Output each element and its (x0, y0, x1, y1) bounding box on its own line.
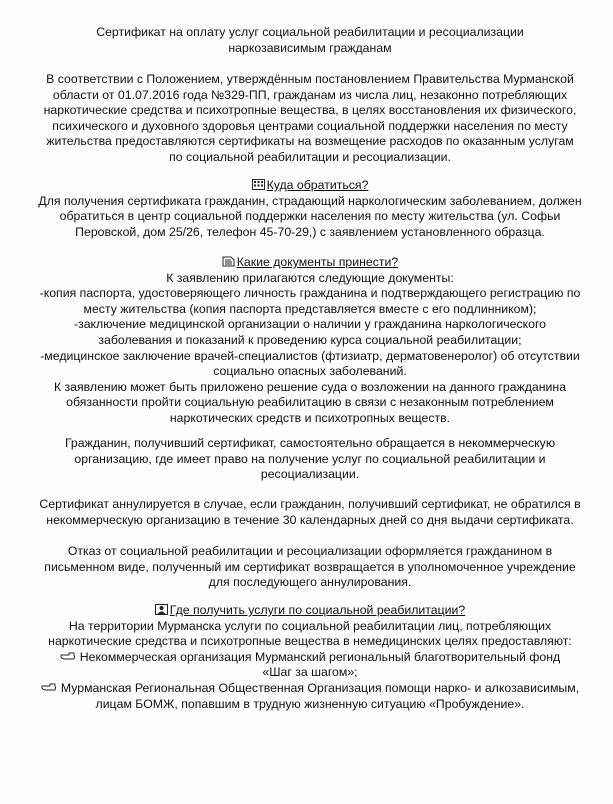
org2-text: Мурманская Региональная Общественная Организация помощи нарко- и алкозависимым, (60, 680, 580, 695)
docs-line: -медицинское заключение врачей-специалистов (фтизиатр, дерматовенеролог) об отсутствии (40, 348, 580, 363)
where-line: Перовской, дом 25/26, телефон 45-70-29,) с заявлением установленного образца. (75, 224, 545, 239)
where-heading (30, 178, 590, 194)
docs-line: К заявлению может быть приложено решение суда о возложении на данного гражданина (53, 379, 567, 394)
org1-line: «Шаг за шагом»; (262, 665, 358, 680)
documents-section (30, 255, 590, 427)
where-heading-text: Куда обратиться? (266, 178, 369, 192)
received-line: ресоциализации. (260, 467, 360, 482)
docs-line: месту жительства (копия паспорта представляется вместе с его подлинником); (83, 301, 537, 316)
received-line: Гражданин, получивший сертификат, самостоятельно обращается в некоммерческую (64, 436, 556, 450)
building-icon (252, 179, 265, 190)
docs-heading (30, 255, 590, 271)
docs-line: наркотических средств и психотропных веществ. (169, 410, 451, 425)
intro-paragraph (30, 72, 590, 166)
intro-line: по социальной реабилитации и ресоциализации. (169, 149, 451, 164)
docs-line: заболевания и показаний к проведению курса социальной реабилитации; (98, 332, 522, 347)
docs-line: обязанности пройти социальную реабилитацию в связи с незаконным потреблением (66, 395, 554, 410)
docs-line: -заключение медицинской организации о наличии у гражданина наркологического (73, 317, 547, 332)
services-line: На территории Мурманска услуги по социальной реабилитации лиц, потребляющих (68, 618, 552, 633)
received-line: организацию, где имеет право на получение услуг по социальной реабилитации и (74, 451, 546, 466)
title-line: Сертификат на оплату услуг социальной реабилитации и ресоциализации (96, 25, 524, 39)
intro-line: наркотические средства и психотропные вещества, в целях восстановления их физического, (43, 103, 577, 118)
docs-heading-text: Какие документы принести? (236, 255, 399, 269)
document-icon (222, 256, 235, 267)
refuse-paragraph (30, 544, 590, 591)
refuse-line: Отказ от социальной реабилитации и ресоциализации оформляется гражданином в (67, 544, 553, 558)
cancel-line: некоммерческую организацию в течение 30 календарных дней со дня выдачи сертификата. (46, 512, 574, 527)
services-heading-text: Где получить услуги по социальной реабилитации? (169, 603, 466, 617)
pointing-hand-icon (60, 651, 76, 661)
docs-line: социально опасных заболеваний. (213, 364, 407, 379)
person-icon (155, 604, 168, 615)
docs-line: К заявлению прилагаются следующие документы: (166, 270, 454, 285)
title-line: наркозависимым гражданам (228, 40, 392, 55)
document-title (30, 25, 590, 56)
intro-line: В соответствии с Положением, утверждённым постановлением Правительства Мурманской (46, 72, 574, 86)
where-section (30, 178, 590, 240)
org1-line (30, 650, 590, 666)
services-heading (30, 603, 590, 619)
cancel-paragraph (30, 497, 590, 528)
intro-line: жительства предоставляются сертификаты на возмещение расходов по оказанным услугам (46, 134, 574, 149)
org1-text: Некоммерческая организация Мурманский региональный благотворительный фонд (79, 649, 561, 664)
services-line: наркотические средства и психотропные вещества в немедицинских целях предоставляют: (48, 634, 572, 649)
where-line: Для получения сертификата гражданин, страдающий наркологическим заболеванием, должен (38, 193, 582, 208)
refuse-line: для последующего аннулирования. (208, 575, 412, 590)
services-section (30, 603, 590, 712)
cancel-line: Сертификат аннулируется в случае, если гражданин, получивший сертификат, не обратился в (39, 497, 581, 511)
pointing-hand-icon (41, 682, 57, 692)
refuse-line: письменном виде, полученный им сертификат возвращается в уполномоченное учреждение (44, 559, 576, 574)
docs-line: -копия паспорта, удостоверяющего личность гражданина и подтверждающего регистрацию по (39, 286, 581, 301)
intro-line: психического и духовного здоровья центрами социальной поддержки населения по месту (52, 118, 568, 133)
received-paragraph (30, 436, 590, 483)
where-line: обратиться в центр социальной поддержки населения по месту жительства (ул. Софьи (59, 209, 561, 224)
org2-line (30, 681, 590, 697)
intro-line: области от 01.07.2016 года №329-ПП, гражданам из числа лиц, незаконно потребляющих (52, 87, 568, 102)
org2-line: лицам БОМЖ, попавшим в трудную жизненную ситуацию «Пробуждение». (95, 696, 525, 711)
